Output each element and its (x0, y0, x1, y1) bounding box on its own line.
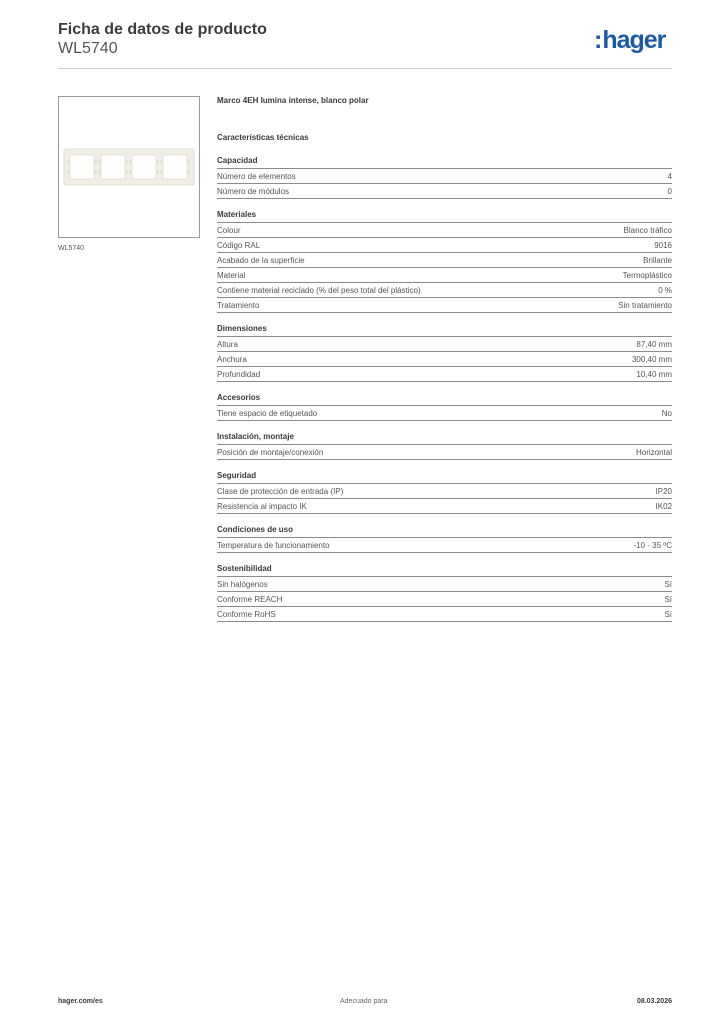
section-title: Sostenibilidad (217, 563, 672, 577)
hager-logo (594, 28, 665, 53)
spec-section (217, 155, 672, 199)
spec-row (217, 607, 672, 622)
spec-label: Tiene espacio de etiquetado (217, 408, 318, 418)
spec-label: Acabado de la superficie (217, 255, 305, 265)
spec-value: Sí (664, 609, 672, 619)
logo-text: hager (602, 26, 666, 54)
spec-value: 0 % (658, 285, 672, 295)
footer-date: 08.03.2026 (636, 998, 672, 1005)
spec-section (217, 392, 672, 421)
section-title: Seguridad (217, 470, 672, 484)
spec-value: IP20 (655, 486, 672, 496)
spec-value: IK02 (655, 501, 672, 511)
product-reference: WL5740 (58, 40, 118, 57)
spec-section (217, 209, 672, 313)
spec-value: 4 (667, 171, 672, 181)
spec-label: Clase de protección de entrada (IP) (217, 486, 344, 496)
spec-value: No (661, 408, 672, 418)
spec-label: Anchura (217, 354, 247, 364)
spec-section (217, 524, 672, 553)
spec-row (217, 577, 672, 592)
spec-row (217, 283, 672, 298)
logo-colon-mark: : (594, 26, 602, 54)
spec-row (217, 352, 672, 367)
section-title: Materiales (217, 209, 672, 223)
spec-label: Sin halógenos (217, 579, 268, 589)
spec-row (217, 253, 672, 268)
spec-content (217, 96, 672, 622)
image-caption: WL5740 (58, 245, 85, 252)
spec-label: Código RAL (217, 240, 261, 250)
spec-label: Material (217, 270, 246, 280)
spec-row (217, 445, 672, 460)
section-title: Condiciones de uso (217, 524, 672, 538)
spec-row (217, 484, 672, 499)
spec-label: Posición de montaje/conexión (217, 447, 324, 457)
spec-value: 9016 (654, 240, 672, 250)
document-title: Ficha de datos de producto (58, 21, 267, 38)
spec-row (217, 298, 672, 313)
spec-value: -10 - 35 ºC (633, 540, 672, 550)
spec-label: Conforme REACH (217, 594, 283, 604)
spec-row (217, 238, 672, 253)
spec-value: Sí (664, 579, 672, 589)
spec-row (217, 337, 672, 352)
footer-center-text: Adecuado para (340, 998, 388, 1005)
spec-row (217, 592, 672, 607)
section-title: Instalación, montaje (217, 431, 672, 445)
section-title: Capacidad (217, 155, 672, 169)
spec-value: 10,40 mm (636, 369, 672, 379)
spec-row (217, 499, 672, 514)
spec-value: Blanco tráfico (623, 225, 672, 235)
spec-label: Altura (217, 339, 238, 349)
spec-value: Sin tratamiento (618, 300, 672, 310)
frame-illustration (59, 97, 199, 237)
spec-section (217, 323, 672, 382)
spec-row (217, 406, 672, 421)
spec-value: Brillante (643, 255, 672, 265)
product-image (58, 96, 200, 238)
spec-heading: Características técnicas (217, 133, 309, 142)
spec-section (217, 563, 672, 622)
section-title: Dimensiones (217, 323, 672, 337)
spec-row (217, 268, 672, 283)
header-divider (58, 68, 672, 69)
spec-value: 300,40 mm (631, 354, 672, 364)
spec-label: Conforme RoHS (217, 609, 276, 619)
spec-row (217, 169, 672, 184)
spec-section (217, 470, 672, 514)
spec-sections (217, 155, 672, 622)
spec-value: Termoplástico (622, 270, 672, 280)
spec-label: Número de módulos (217, 186, 290, 196)
spec-row (217, 367, 672, 382)
spec-value: 87,40 mm (636, 339, 672, 349)
footer-website: hager.com/es (58, 998, 103, 1005)
spec-section (217, 431, 672, 460)
spec-label: Colour (217, 225, 241, 235)
spec-row (217, 184, 672, 199)
spec-label: Contiene material reciclado (% del peso total del plástico) (217, 285, 421, 295)
product-name: Marco 4EH lumina intense, blanco polar (217, 96, 369, 105)
spec-row (217, 538, 672, 553)
spec-label: Resistencia al impacto IK (217, 501, 307, 511)
spec-row (217, 223, 672, 238)
section-title: Accesorios (217, 392, 672, 406)
spec-label: Profundidad (217, 369, 261, 379)
spec-value: Sí (664, 594, 672, 604)
spec-value: 0 (667, 186, 672, 196)
spec-value: Horizontal (635, 447, 672, 457)
spec-label: Temperatura de funcionamiento (217, 540, 330, 550)
spec-label: Tratamiento (217, 300, 260, 310)
spec-label: Número de elementos (217, 171, 296, 181)
